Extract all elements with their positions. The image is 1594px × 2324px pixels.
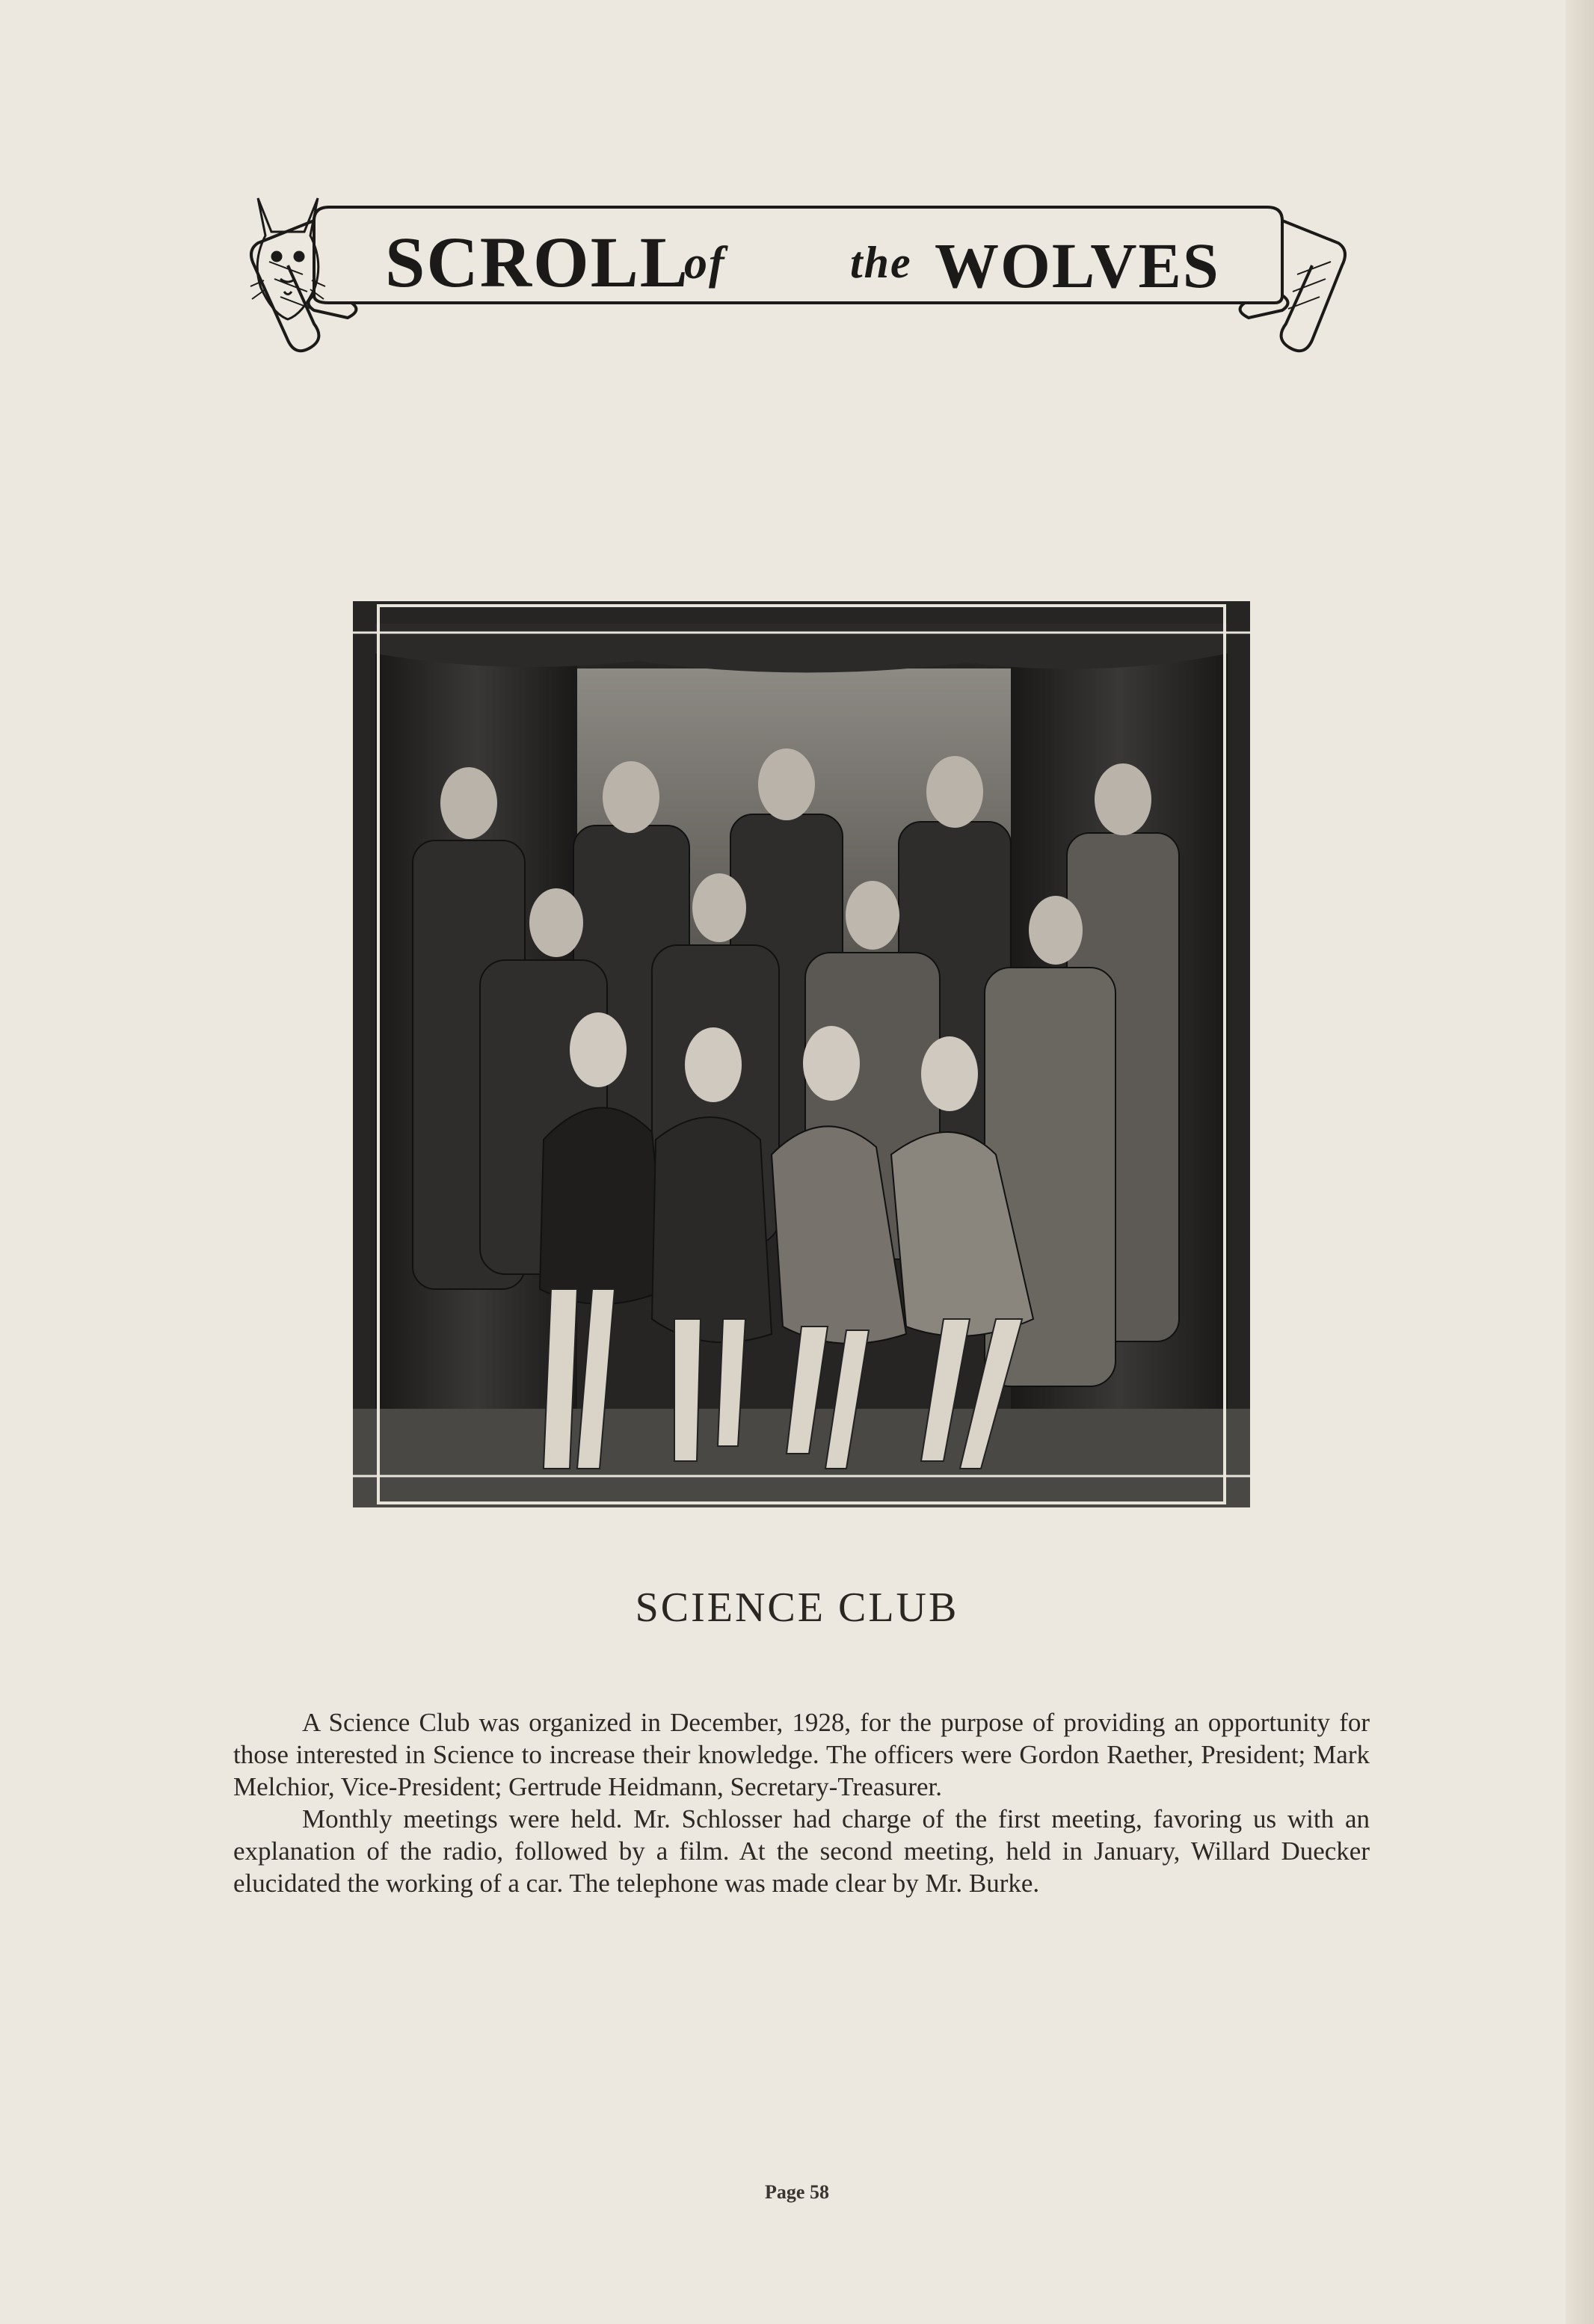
- banner-word-the: the: [850, 238, 912, 287]
- article-title: SCIENCE CLUB: [635, 1584, 959, 1631]
- banner-word-wolves: WOLVES: [935, 230, 1220, 301]
- wolf-head-icon: [243, 191, 333, 322]
- group-photo-image: [353, 601, 1250, 1507]
- page-number: Page 58: [765, 2181, 829, 2203]
- scroll-banner: [243, 191, 1357, 363]
- article-paragraph-1: A Science Club was organized in December, 1928, for the purpose of providing an opportunity for those interested in Science to increase their knowledge. The officers were Gordon Raether, President; Mark Melchior, Vice-President; Gertrude Heidmann, Secretary-Treasurer.: [233, 1708, 1370, 1801]
- banner-word-scroll: SCROLL: [385, 222, 689, 302]
- page-edge: [1566, 0, 1594, 2324]
- banner-word-of: of: [684, 238, 726, 289]
- club-group-photo: [353, 601, 1250, 1507]
- article-body: [233, 1706, 1370, 1899]
- article-paragraph-2: Monthly meetings were held. Mr. Schlosser had charge of the first meeting, favoring us with an explanation of the radio, followed by a film. At the second meeting, held in January, Willard Duecker elucidated the working of a car. The telephone was made clear by Mr. Burke.: [233, 1804, 1370, 1898]
